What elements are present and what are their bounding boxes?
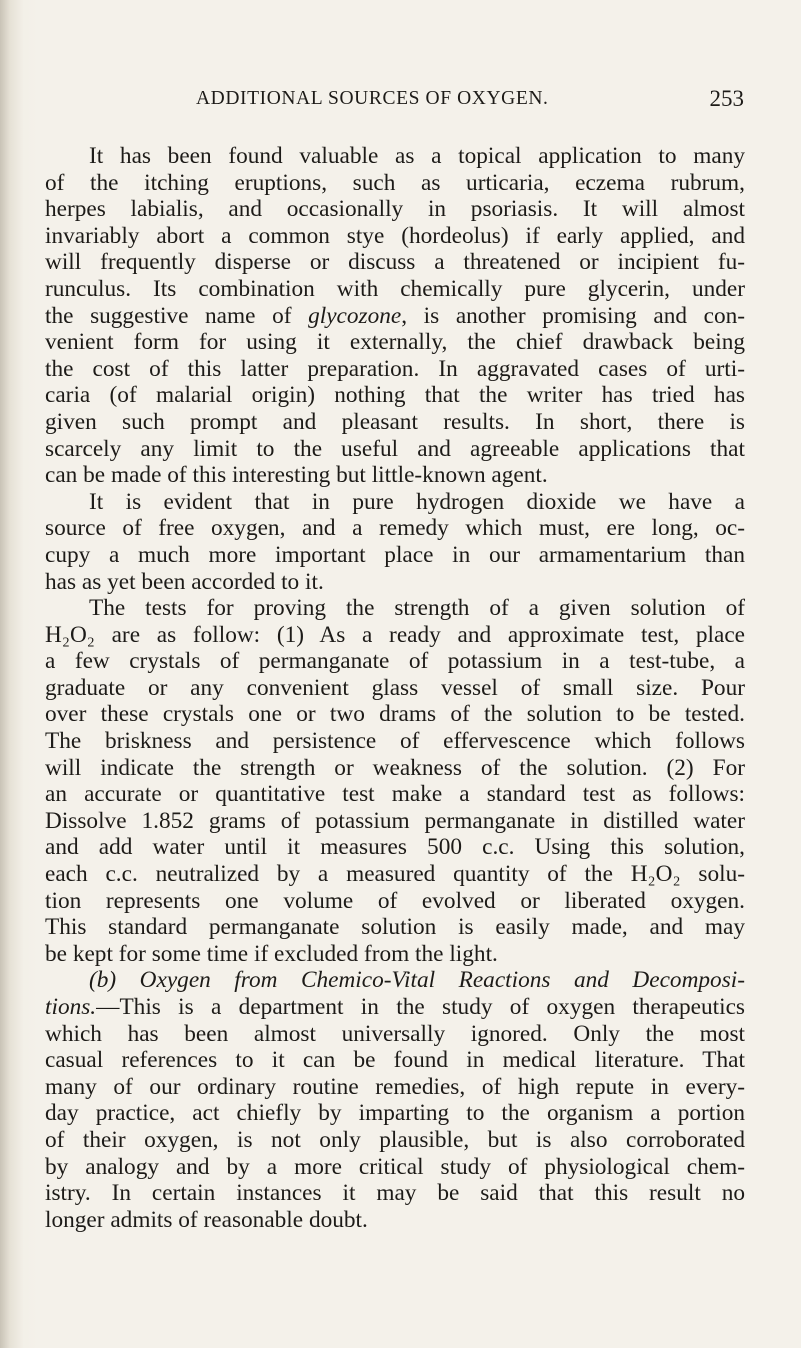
text-line: H₂O₂ are as follow: (1) As a ready and approximate test, place [45,621,745,648]
text-line: The tests for proving the strength of a given solution of [89,595,745,622]
text-line: invariably abort a common stye (hordeolus) if early applied, and [45,222,745,249]
text-line: of the itching eruptions, such as urticaria, eczema rubrum, [45,169,745,196]
running-head: ADDITIONAL SOURCES OF OXYGEN. [196,88,549,109]
text-line: can be made of this interesting but little-known agent. [45,462,548,489]
text-line: source of free oxygen, and a remedy which must, ere long, oc- [45,515,745,542]
paragraph [45,595,745,967]
text-line: casual references to it can be found in medical literature. That [45,1047,745,1074]
text-line: It is evident that in pure hydrogen dioxide we have a [89,488,745,515]
text-line: venient form for using it externally, the chief drawback being [45,329,745,356]
text-line: istry. In certain instances it may be said that this result no [45,1180,745,1207]
text-line: Dissolve 1.852 grams of potassium permanganate in distilled water [45,807,745,834]
text-line: caria (of malarial origin) nothing that the writer has tried has [45,382,745,409]
text-line: each c.c. neutralized by a measured quantity of the H₂O₂ solu- [45,861,745,888]
text-line: will indicate the strength or weakness of the solution. (2) For [45,754,745,781]
text-line: day practice, act chiefly by imparting to the organism a portion [45,1100,745,1127]
text-line: a few crystals of permanganate of potassium in a test-tube, a [45,648,745,675]
text-line: graduate or any convenient glass vessel of small size. Pour [45,674,745,701]
text-line: has as yet been accorded to it. [45,568,324,595]
text-line: It has been found valuable as a topical application to many [89,143,745,169]
text-line: given such prompt and pleasant results. In short, there is [45,408,745,435]
text-line: cupy a much more important place in our armamentarium than [45,541,745,568]
text-line: of their oxygen, is not only plausible, but is also corroborated [45,1126,745,1153]
text-line: the cost of this latter preparation. In aggravated cases of urti- [45,355,745,382]
text-line: runculus. Its combination with chemically pure glycerin, under [45,275,745,302]
text-line: tions.—This is a department in the study of oxygen therapeutics [45,994,745,1020]
text-line: an accurate or quantitative test make a standard test as follows: [45,781,745,808]
text-line: tion represents one volume of evolved or liberated oxygen. [45,887,745,914]
text-line: (b) Oxygen from Chemico-Vital Reactions and Decomposi- [89,967,745,994]
text-line: scarcely any limit to the useful and agreeable applications that [45,435,745,462]
text-line: be kept for some time if excluded from the light. [45,940,498,967]
text-line: herpes labialis, and occasionally in psoriasis. It will almost [45,196,745,223]
text-line: and add water until it measures 500 c.c. Using this solution, [45,834,745,861]
text-line: over these crystals one or two drams of the solution to be tested. [45,701,745,728]
body-text [45,143,745,1233]
paragraph [45,967,745,1233]
text-line: The briskness and persistence of effervescence which follows [45,728,745,755]
text-line: by analogy and by a more critical study of physiological chem- [45,1153,745,1180]
text-line: many of our ordinary routine remedies, of high repute in every- [45,1073,745,1100]
text-line: This standard permanganate solution is easily made, and may [45,914,745,941]
page-number: 253 [709,86,744,111]
page-header [196,88,744,116]
text-line: longer admits of reasonable doubt. [45,1206,368,1233]
text-line: will frequently disperse or discuss a threatened or incipient fu- [45,249,745,276]
text-line: the suggestive name of glycozone, is another promising and con- [45,302,746,329]
text-line: which has been almost universally ignored. Only the most [45,1020,745,1047]
paragraph [45,143,745,489]
paragraph [45,489,745,595]
